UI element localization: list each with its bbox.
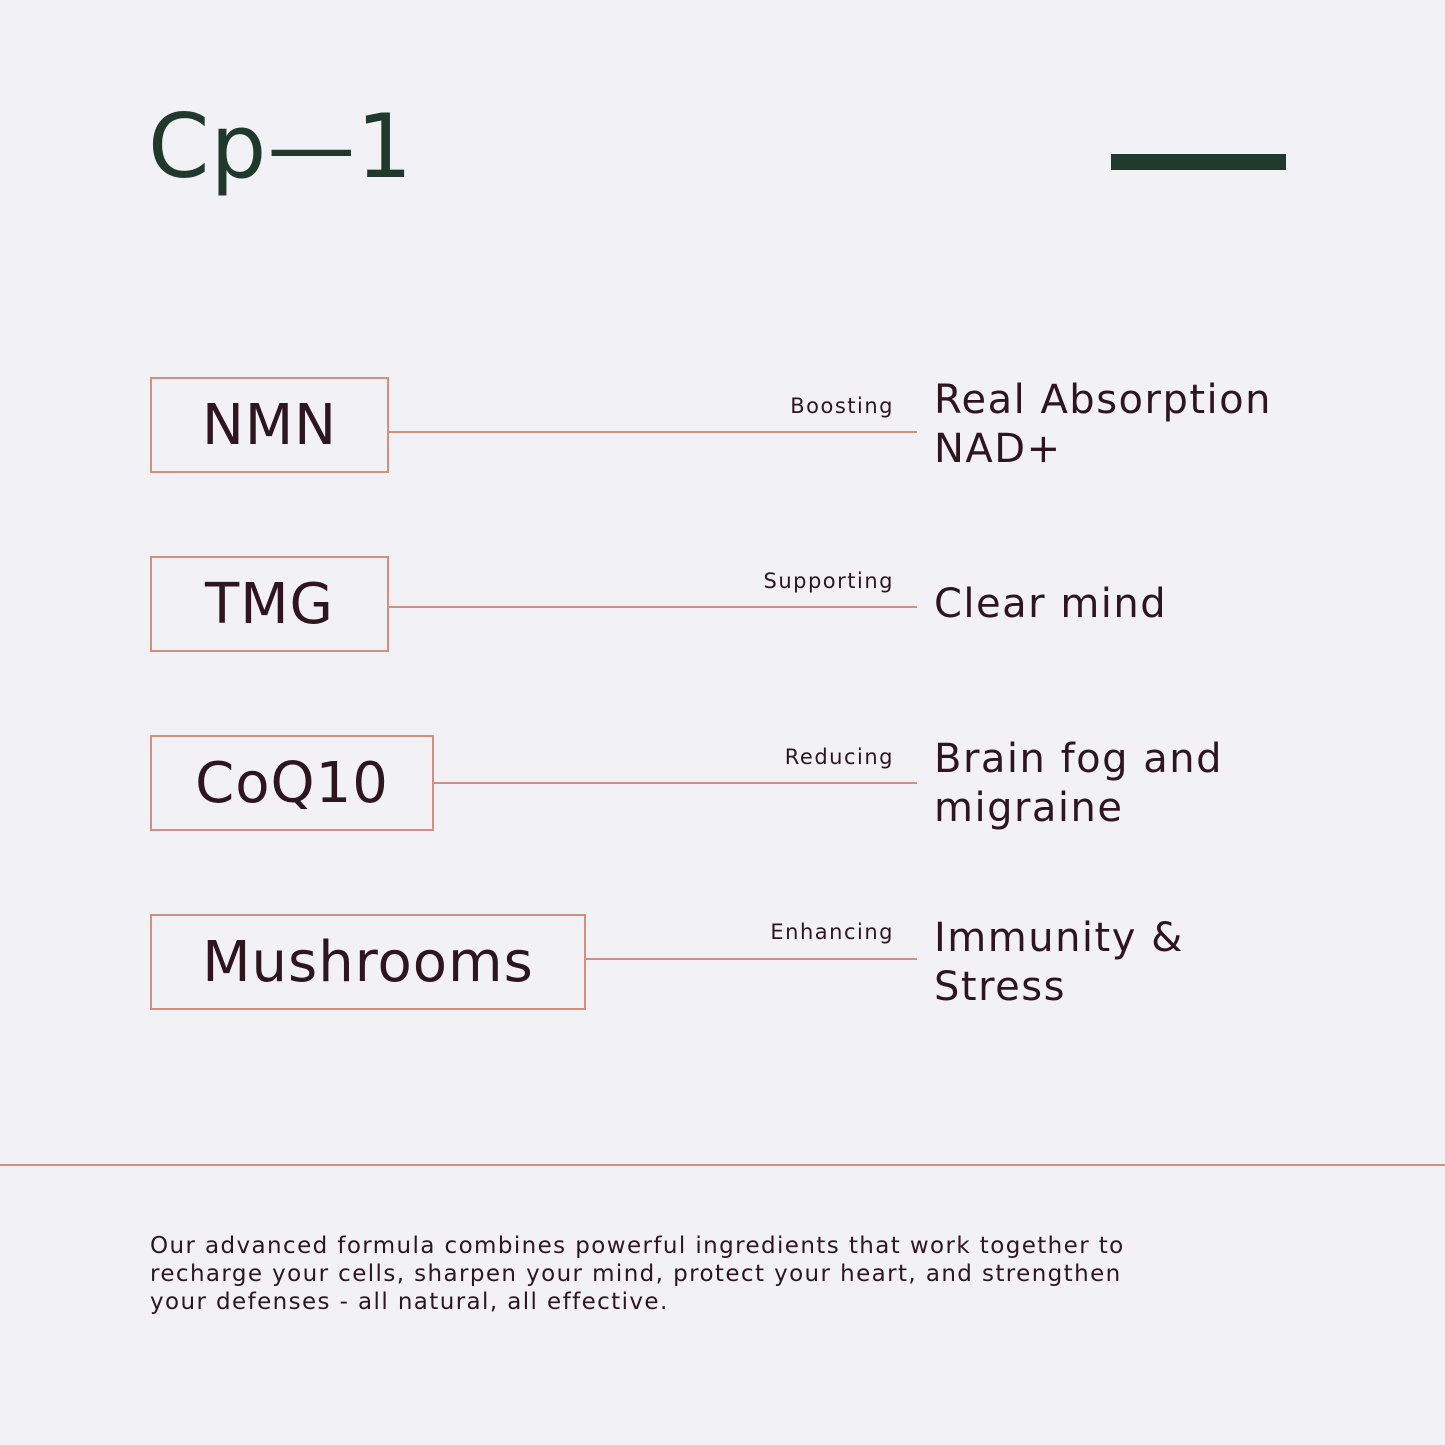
ingredient-verb: Boosting <box>790 394 894 418</box>
benefit-line: migraine <box>934 785 1124 831</box>
ingredient-benefit <box>934 914 1354 1012</box>
ingredient-box <box>150 735 434 831</box>
benefit-line: Real Absorption <box>934 377 1272 423</box>
ingredient-benefit <box>934 376 1354 474</box>
ingredient-verb: Reducing <box>784 745 894 769</box>
description-line: your defenses - all natural, all effective. <box>150 1289 669 1315</box>
connector-line <box>586 958 917 960</box>
connector-line <box>434 782 917 784</box>
ingredient-verb: Enhancing <box>770 920 894 944</box>
ingredient-benefit <box>934 735 1354 833</box>
benefit-line: Immunity & <box>934 915 1184 961</box>
description-line: Our advanced formula combines powerful ingredients that work together to <box>150 1233 1125 1259</box>
ingredient-benefit <box>934 580 1354 629</box>
description-text <box>150 1232 1290 1316</box>
benefit-line: NAD+ <box>934 426 1062 472</box>
description-line: recharge your cells, sharpen your mind, protect your heart, and strengthen <box>150 1261 1122 1287</box>
brand-accent-bar <box>1111 154 1286 170</box>
brand-title: Cp—1 <box>148 95 414 198</box>
benefit-line: Brain fog and <box>934 736 1223 782</box>
ingredient-name: CoQ10 <box>195 750 389 816</box>
ingredient-verb: Supporting <box>763 569 894 593</box>
ingredient-name: TMG <box>205 571 334 637</box>
ingredient-box <box>150 556 389 652</box>
benefit-line: Stress <box>934 964 1066 1010</box>
connector-line <box>389 606 917 608</box>
ingredient-box <box>150 914 586 1010</box>
connector-line <box>389 431 917 433</box>
ingredient-name: Mushrooms <box>202 929 534 995</box>
ingredient-box <box>150 377 389 473</box>
benefit-line: Clear mind <box>934 581 1168 627</box>
section-divider <box>0 1164 1445 1166</box>
ingredient-name: NMN <box>201 392 338 458</box>
